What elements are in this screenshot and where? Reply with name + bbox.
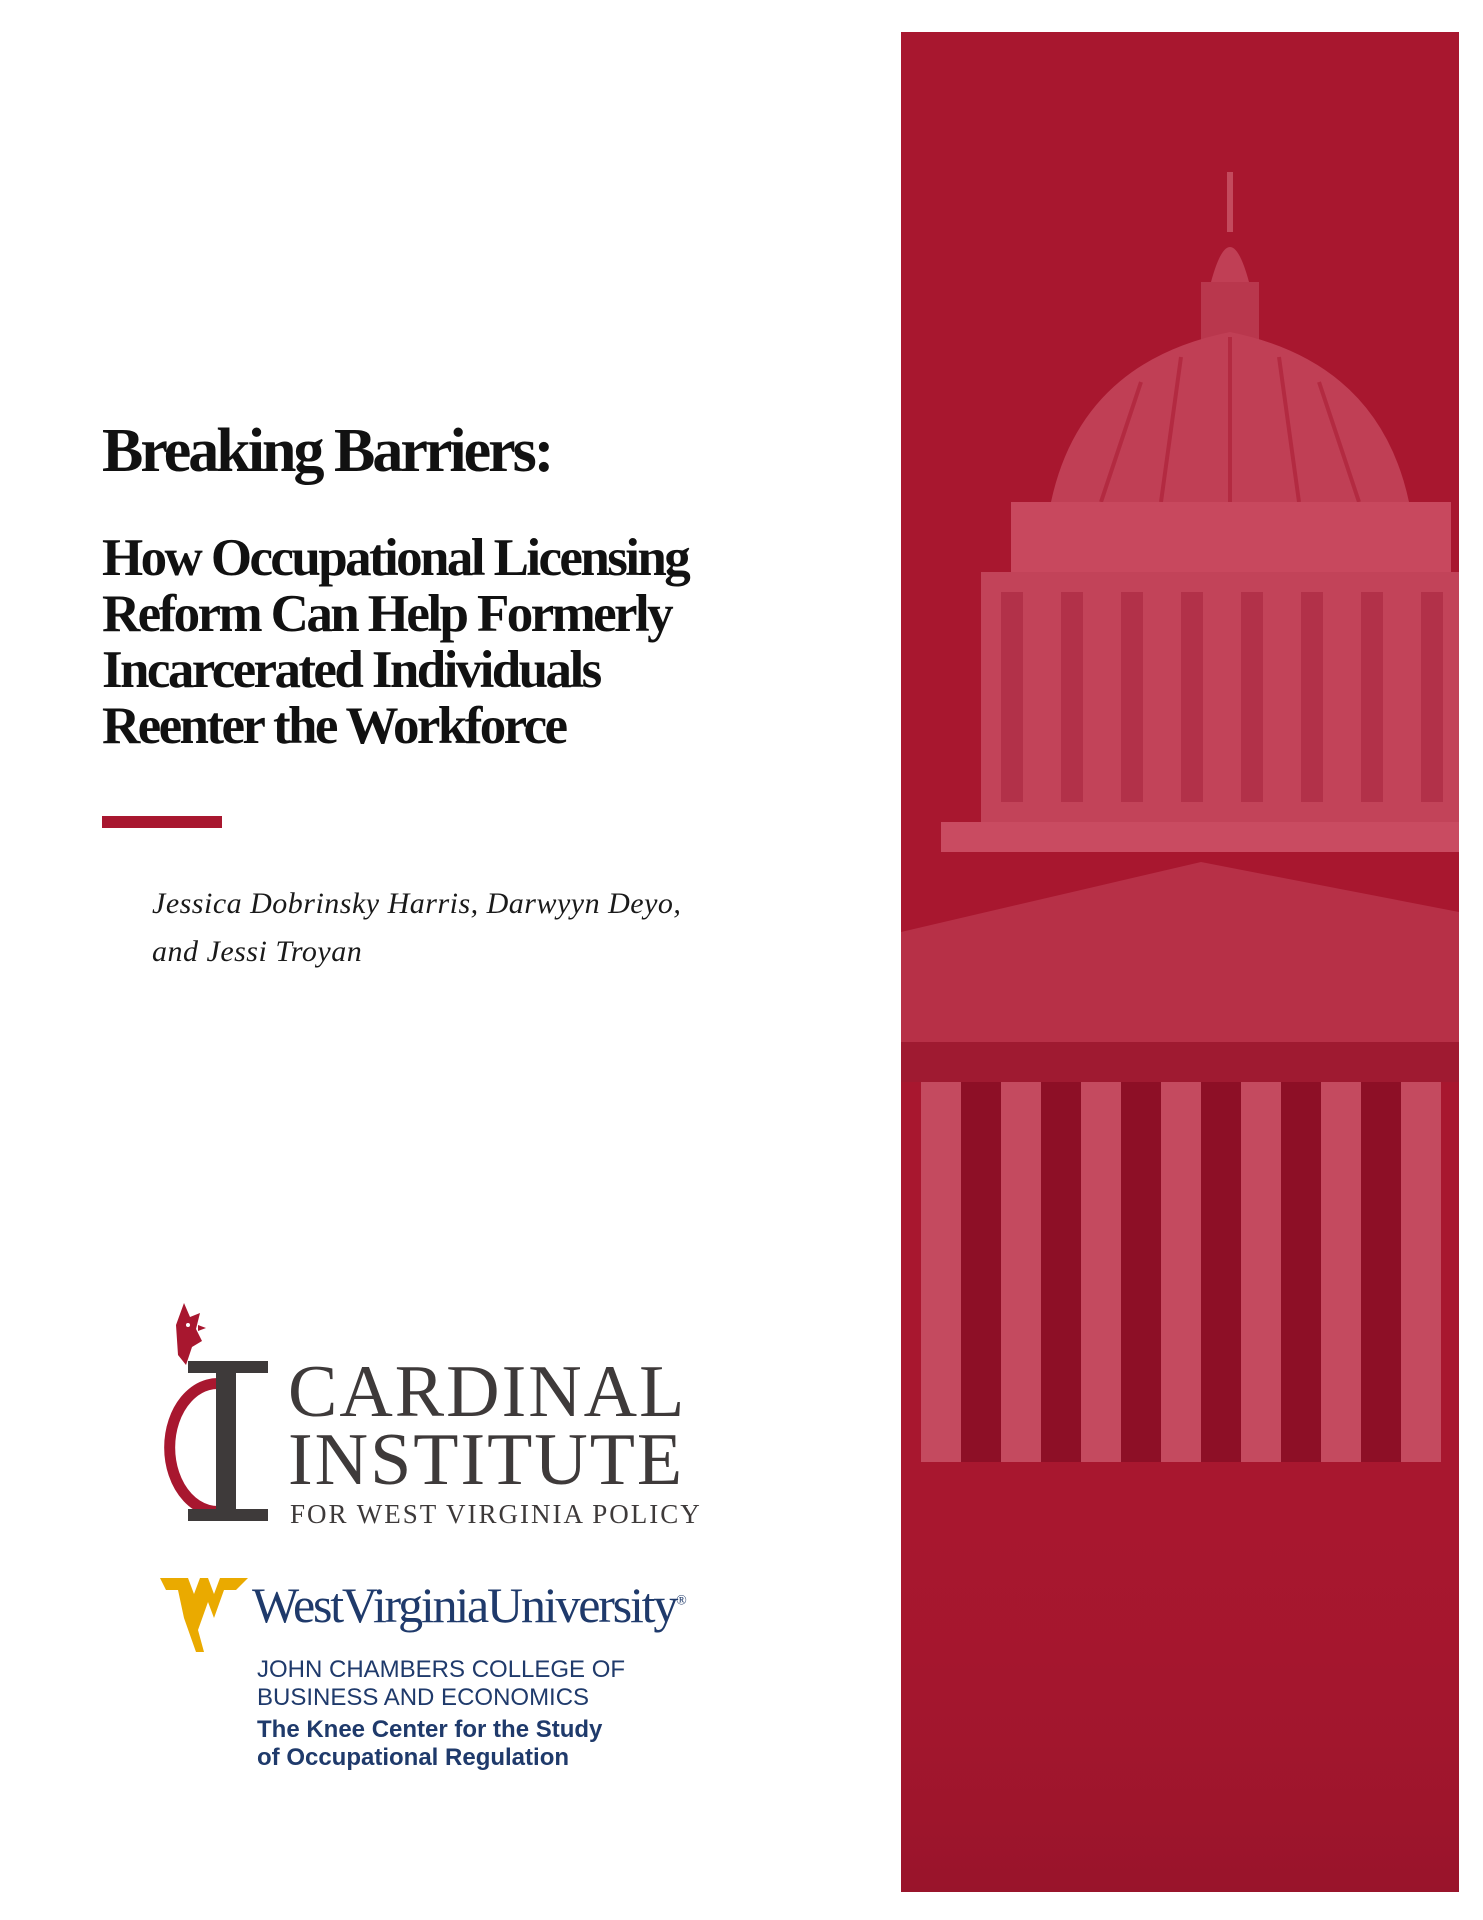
subtitle-line: Reform Can Help Formerly — [102, 585, 671, 643]
cardinal-name-line2: INSTITUTE — [288, 1419, 685, 1501]
cardinal-institute-logo — [158, 1295, 718, 1529]
flying-wv-icon — [160, 1578, 248, 1652]
author-line: Jessica Dobrinsky Harris, Darwyyn Deyo, — [152, 887, 682, 920]
cardinal-bird-icon — [158, 1295, 268, 1525]
author-list — [152, 880, 792, 976]
subtitle-line: Reenter the Workforce — [102, 697, 566, 755]
wvu-logo — [160, 1578, 720, 1778]
college-line: JOHN CHAMBERS COLLEGE OF — [257, 1656, 626, 1683]
subtitle-line: Incarcerated Individuals — [102, 641, 600, 699]
report-title: Breaking Barriers: — [102, 417, 552, 485]
accent-divider — [102, 816, 222, 828]
capitol-dome-image — [901, 32, 1459, 1892]
knee-center-name — [257, 1716, 602, 1772]
author-line: and Jessi Troyan — [152, 935, 363, 968]
center-line: of Occupational Regulation — [257, 1744, 570, 1771]
center-line: The Knee Center for the Study — [257, 1716, 603, 1743]
cardinal-tagline: FOR WEST VIRGINIA POLICY — [290, 1499, 702, 1529]
wvu-college-name — [257, 1656, 625, 1712]
capitol-photo-panel — [901, 32, 1459, 1892]
subtitle-line: How Occupational Licensing — [102, 529, 689, 587]
wvu-name: WestVirginiaUniversity® — [252, 1577, 687, 1633]
cardinal-name-line1: CARDINAL — [288, 1351, 687, 1433]
report-subtitle — [102, 530, 862, 754]
college-line: BUSINESS AND ECONOMICS — [257, 1684, 590, 1711]
